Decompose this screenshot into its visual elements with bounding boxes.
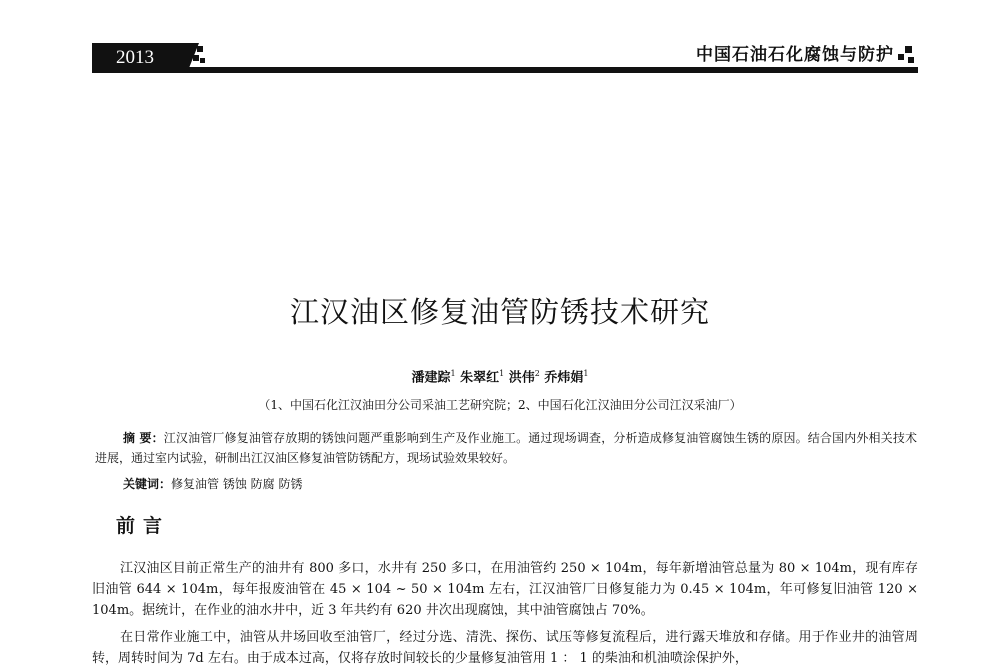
author-affiliation-mark: 2 bbox=[534, 369, 540, 378]
keywords bbox=[123, 474, 302, 494]
header-rule bbox=[92, 67, 918, 73]
author-affiliation-mark: 1 bbox=[450, 369, 456, 378]
author-affiliation-mark: 1 bbox=[583, 369, 589, 378]
author-name: 乔炜娟 bbox=[544, 370, 584, 386]
header-square-decoration bbox=[193, 55, 199, 61]
header-square-decoration bbox=[197, 46, 203, 52]
author-name: 洪伟 bbox=[508, 370, 535, 386]
section-heading: 前言 bbox=[116, 515, 171, 537]
header-square-decoration bbox=[200, 58, 205, 63]
body-paragraph: 在日常作业施工中，油管从井场回收至油管厂，经过分选、清洗、探伤、试压等修复流程后，进行露天堆放和存储。用于作业井的油管周转，周转时间为 7d 左右。由于成本过高，仅将存放时间较长的少量修复油管用 1 ： 1 的柴油和机油喷涂保护外， bbox=[92, 630, 918, 666]
journal-name: 中国石油石化腐蚀与防护 bbox=[696, 45, 894, 65]
header-square-decoration bbox=[905, 46, 912, 53]
article-title: 江汉油区修复油管防锈技术研究 bbox=[289, 295, 710, 329]
author-list bbox=[0, 364, 1000, 388]
keywords-label: 关键词： bbox=[123, 477, 172, 491]
keywords-text: 修复油管 锈蚀 防腐 防锈 bbox=[171, 477, 303, 491]
author-name: 朱翠红 bbox=[460, 370, 500, 386]
header-square-decoration bbox=[898, 54, 904, 60]
issue-year: 2013 bbox=[92, 43, 187, 73]
abstract-text: 江汉油管厂修复油管存放期的锈蚀问题严重影响到生产及作业施工。通过现场调查，分析造成修复油管腐蚀生锈的原因。结合国内外相关技术进展，通过室内试验，研制出江汉油区修复油管防锈配方，现场试验效果较好。 bbox=[95, 431, 917, 465]
affiliations: （1、中国石化江汉油田分公司采油工艺研究院；2、中国石化江汉油田分公司江汉采油厂） bbox=[258, 398, 742, 412]
abstract-label: 摘 要： bbox=[123, 431, 164, 445]
author-name: 潘建踪 bbox=[411, 370, 451, 386]
body-paragraph: 江汉油区目前正常生产的油井有 800 多口，水井有 250 多口，在用油管约 250 × 104m，每年新增油管总量为 80 × 104m，现有库存旧油管 644 × 104m，每年报废油管在 45 × 104 ~ 50 × 104m 左右，江汉油管厂日修复能力为 0.45 × 104m，年可修复旧油管 120 × 104m。据统计，在作业的油水井中，近 3 年共约有 620 井次出现腐蚀，其中油管腐蚀占 70%。 bbox=[92, 561, 918, 618]
header-square-decoration bbox=[908, 57, 914, 63]
abstract bbox=[95, 428, 917, 468]
author-affiliation-mark: 1 bbox=[499, 369, 505, 378]
